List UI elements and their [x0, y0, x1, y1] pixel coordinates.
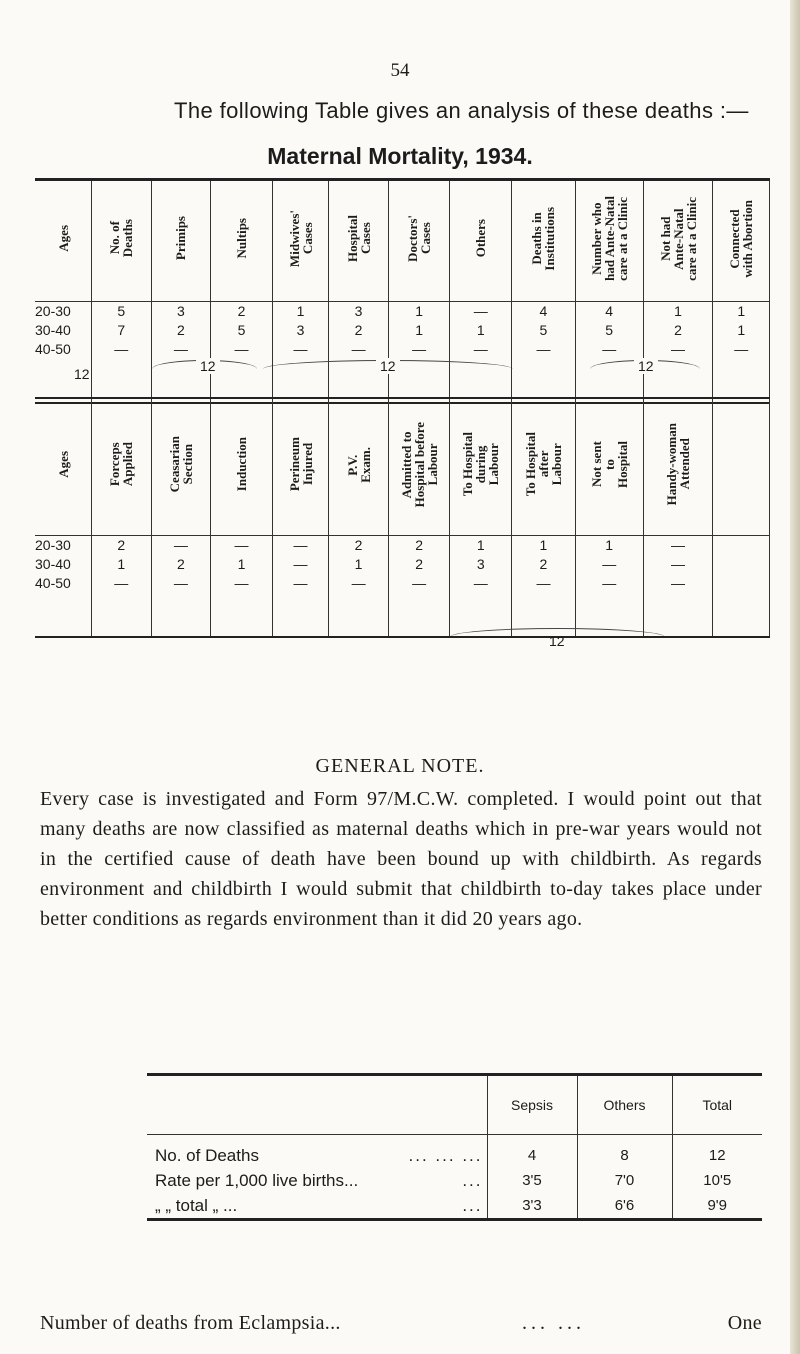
page-title: Maternal Mortality, 1934. — [267, 143, 533, 169]
cell-value: — — [536, 341, 551, 357]
cell-value: 5 — [117, 303, 126, 319]
header-label: No. of Deaths — [107, 219, 136, 258]
cell-value: — — [473, 303, 488, 319]
t1-header-5 — [329, 180, 389, 302]
cell-value: 9'9 — [672, 1193, 762, 1220]
cell-value: — — [234, 537, 249, 553]
t1-header-2 — [151, 180, 211, 302]
cell-value: 2 — [354, 537, 363, 553]
cell-value: 1 — [296, 303, 305, 319]
t2-header-11 — [713, 398, 770, 536]
row-label: No. of Deaths — [155, 1146, 259, 1165]
t2-column-7 — [450, 536, 512, 637]
cell-value: — — [671, 341, 686, 357]
note-text: Every case is investigated and Form 97/M.C.W. completed. I would point out that many deaths are now classified as maternal deaths which in pre-war years would not in the certified cause of death have been bound up with childbirth. As regards environment and childbirth I would submit that childbirth to-day takes place under better conditions as regards environment than it did 20 years ago. — [40, 788, 762, 930]
cell-value: 30-40 — [35, 556, 71, 572]
header-label: To Hospital after Labour — [522, 432, 564, 497]
cell-value: 1 — [737, 303, 746, 319]
t1-column-0 — [35, 302, 92, 403]
t2-column-10 — [643, 536, 713, 637]
cell-value: — — [173, 575, 188, 591]
cell-value: — — [351, 575, 366, 591]
mortality-table-2 — [35, 397, 770, 638]
t2-header-1 — [92, 398, 152, 536]
cell-value: 3 — [354, 303, 363, 319]
header-label: Ages — [55, 451, 71, 478]
cell-value: 2 — [176, 322, 185, 338]
total-deaths: 12 — [74, 366, 90, 382]
cell-value — [713, 555, 769, 574]
t1-header-4 — [272, 180, 329, 302]
t1-column-9 — [575, 302, 643, 403]
cell-value: — — [173, 537, 188, 553]
cell-value: — — [602, 341, 617, 357]
page-edge — [790, 0, 800, 1354]
cell-value: — — [351, 341, 366, 357]
t1-column-3 — [211, 302, 273, 403]
header-label: Doctors' Cases — [405, 215, 434, 262]
t2-header-2 — [151, 398, 211, 536]
cell-value: 3 — [176, 303, 185, 319]
cell-value: — — [293, 575, 308, 591]
t1-column-2 — [151, 302, 211, 403]
cell-value: 8 — [577, 1135, 672, 1169]
cell-value: — — [114, 575, 129, 591]
cell-value: 7'0 — [577, 1168, 672, 1193]
table-row — [147, 1168, 762, 1193]
t1-header-10 — [643, 180, 713, 302]
cell-value: 1 — [237, 556, 246, 572]
cell-value: 2 — [415, 537, 424, 553]
note-title: GENERAL NOTE. — [315, 755, 485, 777]
cell-value: 2 — [176, 556, 185, 572]
cell-value: 2 — [354, 322, 363, 338]
cell-value: — — [234, 341, 249, 357]
total-primips-nultips: 12 — [196, 358, 220, 374]
t1-header-1 — [92, 180, 152, 302]
header-label: Handy-woman Attended — [664, 423, 693, 506]
cell-value: 5 — [237, 322, 246, 338]
table-row — [147, 1135, 762, 1169]
cell-value: 3'5 — [487, 1168, 577, 1193]
eclampsia-line — [40, 1312, 762, 1335]
cell-value: — — [671, 556, 686, 572]
cell-value: 1 — [737, 322, 746, 338]
cell-value: 10'5 — [672, 1168, 762, 1193]
cell-value: 5 — [605, 322, 614, 338]
sepsis-header-others: Others — [577, 1075, 672, 1135]
leader-dots: ... — [462, 1196, 483, 1215]
t2-column-1 — [92, 536, 152, 637]
t1-header-7 — [450, 180, 512, 302]
cell-value: 1 — [476, 537, 485, 553]
cell-value: 2 — [117, 537, 126, 553]
row-label: Rate per 1,000 live births... — [155, 1171, 359, 1190]
intro-text: The following Table gives an analysis of these deaths :— — [174, 98, 749, 123]
row-label: „ „ total „ ... — [155, 1196, 238, 1215]
header-label: Primips — [173, 216, 189, 261]
t1-header-8 — [512, 180, 576, 302]
t2-column-3 — [211, 536, 273, 637]
t2-header-8 — [512, 398, 576, 536]
t2-column-8 — [512, 536, 576, 637]
cell-value: 1 — [354, 556, 363, 572]
t1-column-5 — [329, 302, 389, 403]
cell-value: 4 — [539, 303, 548, 319]
header-label: P.V. Exam. — [344, 446, 373, 483]
t1-column-6 — [388, 302, 450, 403]
cell-value: — — [671, 537, 686, 553]
header-label: Induction — [233, 437, 249, 492]
cell-value: — — [293, 537, 308, 553]
cell-value: 2 — [415, 556, 424, 572]
cell-value: 7 — [117, 322, 126, 338]
cell-value: 2 — [237, 303, 246, 319]
t1-column-11 — [713, 302, 770, 403]
cell-value: — — [602, 575, 617, 591]
eclampsia-label: Number of deaths from Eclampsia... — [40, 1312, 341, 1334]
t2-header-3 — [211, 398, 273, 536]
t1-column-4 — [272, 302, 329, 403]
total-cases: 12 — [376, 358, 400, 374]
t1-column-10 — [643, 302, 713, 403]
cell-value — [713, 536, 769, 555]
cell-value: — — [234, 575, 249, 591]
t2-column-2 — [151, 536, 211, 637]
t1-header-3 — [211, 180, 273, 302]
cell-value: 1 — [605, 537, 614, 553]
cell-value: 6'6 — [577, 1193, 672, 1220]
header-label: Hospital Cases — [344, 215, 373, 262]
cell-value: 12 — [672, 1135, 762, 1169]
cell-value: 30-40 — [35, 322, 71, 338]
t2-header-4 — [272, 398, 329, 536]
leader-dots: ... — [462, 1171, 483, 1190]
header-label: Not sent to Hospital — [588, 441, 630, 488]
cell-value: 5 — [539, 322, 548, 338]
t1-column-1 — [92, 302, 152, 403]
header-label: To Hospital during Labour — [460, 432, 502, 497]
t2-header-0 — [35, 398, 92, 536]
cell-value: 4 — [487, 1135, 577, 1169]
leader-dots: ... ... — [522, 1312, 585, 1334]
t1-header-9 — [575, 180, 643, 302]
t2-header-6 — [388, 398, 450, 536]
cell-value: 40-50 — [35, 575, 71, 591]
t1-header-0 — [35, 180, 92, 302]
cell-value: 2 — [674, 322, 682, 338]
cell-value: — — [536, 575, 551, 591]
t2-column-6 — [388, 536, 450, 637]
header-label: Nultips — [233, 218, 249, 259]
cell-value: 2 — [539, 556, 548, 572]
total-hospital: 12 — [549, 633, 565, 649]
eclampsia-value: One — [727, 1312, 762, 1334]
cell-value: — — [114, 341, 129, 357]
header-label: Ceasarian Section — [166, 436, 195, 493]
table-row — [147, 1193, 762, 1220]
t1-column-8 — [512, 302, 576, 403]
header-label: Not had Ante-Natal care at a Clinic — [657, 196, 699, 281]
t2-column-5 — [329, 536, 389, 637]
header-label: Others — [473, 219, 489, 258]
sepsis-header-blank — [147, 1075, 487, 1135]
cell-value: 3 — [296, 322, 305, 338]
t2-header-10 — [643, 398, 713, 536]
header-label: Number who had Ante-Natal care at a Clinic — [588, 196, 630, 281]
cell-value: 4 — [605, 303, 614, 319]
cell-value: — — [412, 341, 427, 357]
cell-value: 1 — [117, 556, 126, 572]
cell-value: — — [173, 341, 188, 357]
t1-header-6 — [388, 180, 450, 302]
t2-column-0 — [35, 536, 92, 637]
cell-value: 1 — [674, 303, 682, 319]
cell-value: 20-30 — [35, 303, 71, 319]
header-label: Admitted to Hospital before Labour — [398, 421, 440, 508]
total-antenatal: 12 — [634, 358, 658, 374]
header-label: Ages — [55, 225, 71, 252]
cell-value: 20-30 — [35, 537, 71, 553]
cell-value: — — [412, 575, 427, 591]
cell-value: 3 — [476, 556, 485, 572]
cell-value: 1 — [415, 303, 424, 319]
t2-column-4 — [272, 536, 329, 637]
t2-column-9 — [575, 536, 643, 637]
header-label: Forceps Applied — [107, 442, 136, 487]
t2-column-11 — [713, 536, 770, 637]
cell-value — [713, 574, 769, 593]
t1-column-7 — [450, 302, 512, 403]
cell-value: — — [602, 556, 617, 572]
leader-dots: ... ... ... — [408, 1146, 483, 1165]
cell-value: 1 — [415, 322, 424, 338]
header-label: Midwives' Cases — [286, 209, 315, 268]
header-label: Connected with Abortion — [727, 199, 756, 278]
cell-value: 3'3 — [487, 1193, 577, 1220]
t2-header-7 — [450, 398, 512, 536]
cell-value: — — [734, 341, 749, 357]
cell-value: 40-50 — [35, 341, 71, 357]
t2-header-5 — [329, 398, 389, 536]
cell-value: — — [293, 341, 308, 357]
page-number: 54 — [390, 60, 410, 81]
sepsis-table — [147, 1073, 762, 1221]
cell-value: — — [293, 556, 308, 572]
cell-value: 1 — [539, 537, 548, 553]
sepsis-header-sepsis: Sepsis — [487, 1075, 577, 1135]
t1-header-11 — [713, 180, 770, 302]
header-label: Deaths in Institutions — [529, 206, 558, 271]
cell-value: — — [671, 575, 686, 591]
t2-header-9 — [575, 398, 643, 536]
cell-value: — — [473, 575, 488, 591]
mortality-table-1 — [35, 178, 770, 404]
cell-value: — — [473, 341, 488, 357]
header-label: Perineum Injured — [286, 437, 315, 492]
cell-value: 1 — [476, 322, 485, 338]
sepsis-header-total: Total — [672, 1075, 762, 1135]
